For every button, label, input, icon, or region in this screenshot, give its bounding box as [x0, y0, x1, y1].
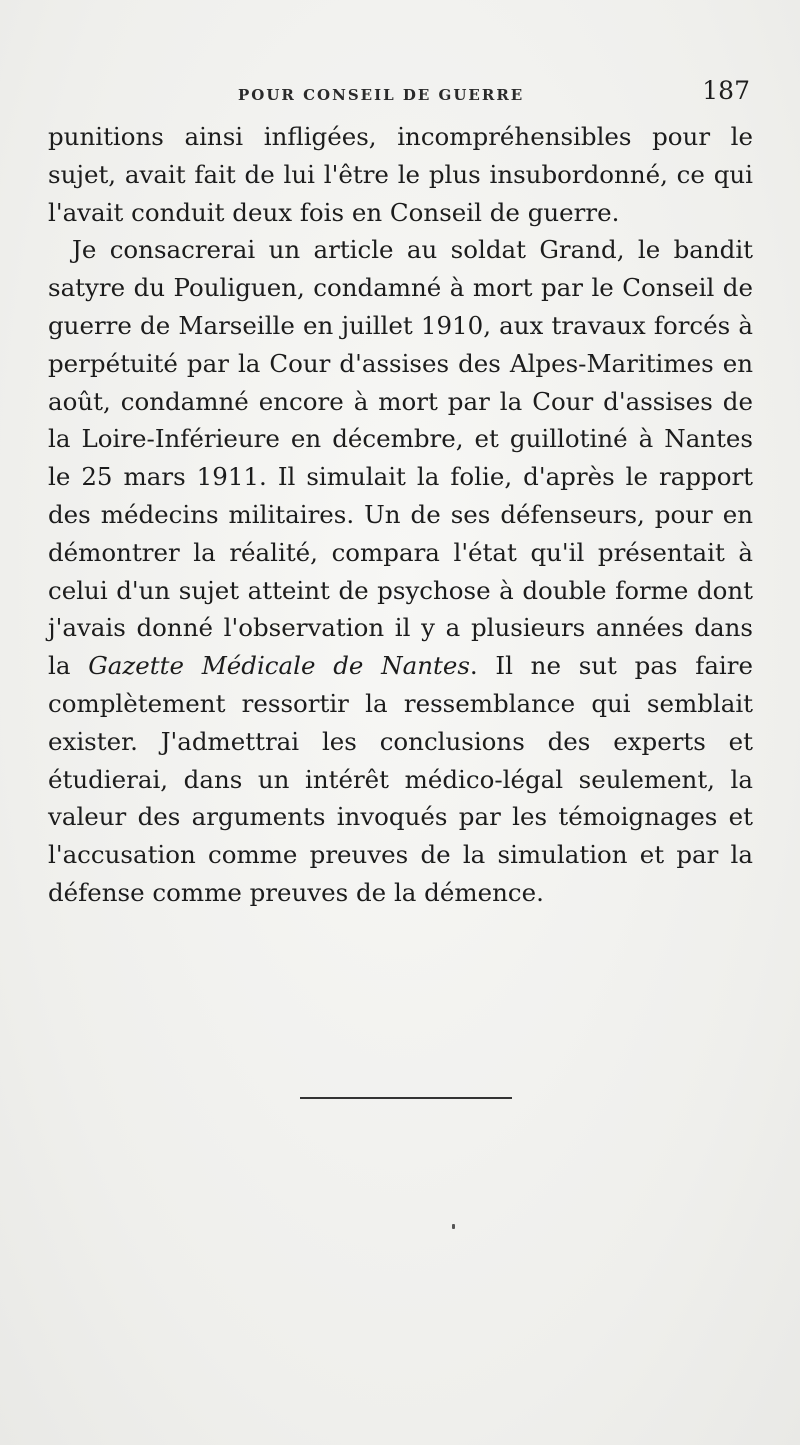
running-title: POUR CONSEIL DE GUERRE — [238, 86, 525, 104]
journal-title: Gazette Médicale de Nantes — [88, 651, 470, 681]
ink-speck — [452, 1224, 455, 1229]
body-text — [48, 118, 753, 912]
paragraph-text-part-1: Je consacrerai un article au soldat Grand, le bandit satyre du Pouliguen, condamné à mort par le Conseil de guerre de Marseille en juillet 1910, aux travaux forcés à perpétuité par la Cour d'assises des Alpes-Maritimes en août, condamné encore à mort par la Cour d'assises de la Loire-Inférieure en décembre, et guillotiné à Nantes le 25 mars 1911. Il simulait la folie, d'après le rapport des médecins militaires. Un de ses défenseurs, pour en démontrer la réalité, compara l'état qu'il présentait à celui d'un sujet atteint de psychose à double forme dont j'avais donné l'observation il y a plusieurs années dans la — [48, 235, 753, 681]
end-rule — [300, 1097, 512, 1099]
running-head — [48, 76, 750, 112]
paragraph-text-part-2: . Il ne sut pas faire complètement ressortir la ressemblance qui semblait exister. J'admettrai les conclusions des experts et étudierai, dans un intérêt médico-légal seulement, la valeur des arguments invoqués par les témoignages et l'accusation comme preuves de la simulation et par la défense comme preuves de la démence. — [48, 651, 753, 907]
page-number: 187 — [702, 76, 750, 105]
paragraph-continuation: punitions ainsi infligées, incompréhensibles pour le sujet, avait fait de lui l'être le plus insubordonné, ce qui l'avait conduit deux fois en Conseil de guerre. — [48, 122, 753, 227]
paragraph-soldat-grand — [48, 231, 753, 911]
